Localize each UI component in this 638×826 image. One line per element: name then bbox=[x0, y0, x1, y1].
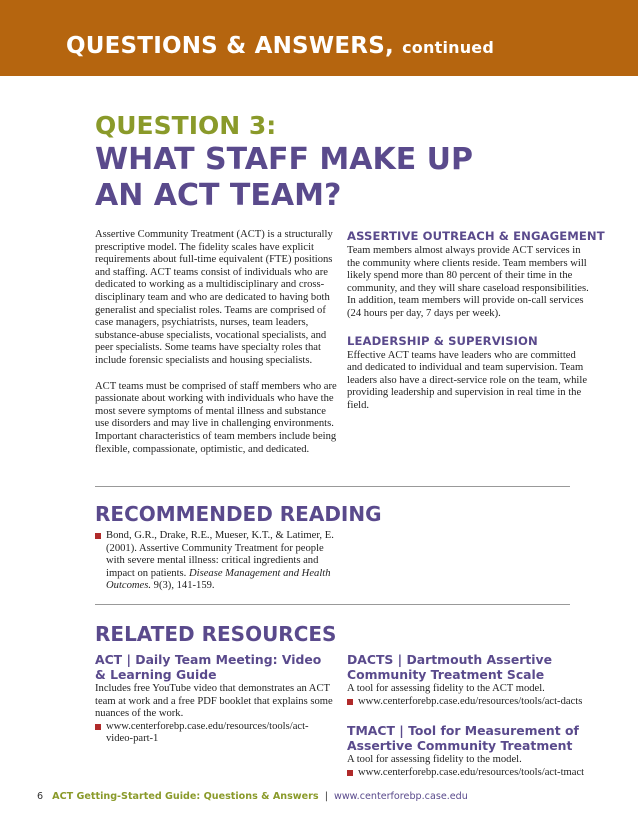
divider-rule-2 bbox=[95, 604, 570, 605]
recommended-reading-list bbox=[95, 530, 340, 593]
resource-dacts-title: DACTS | Dartmouth Assertive Community Treatment Scale bbox=[347, 652, 552, 682]
reading-item bbox=[95, 530, 340, 593]
left-paragraph-1: Assertive Community Treatment (ACT) is a structurally prescriptive model. The fidelity scales have explicit requirements about full-time equivalent (FTE) positions and staffing. ACT teams consist of individuals who are dedicated to working as a multidisciplinary and cross-disciplinary team and who are dedicated to having both generalist and specialist roles. Teams are comprised of case managers, psychiatrists, nurses, team leaders, substance-abuse specialists, vocational specialists, and peer specialists. Some teams have specialty roles that include forensic specialists and housing specialists. bbox=[95, 229, 333, 366]
banner-title-main: QUESTIONS & ANSWERS, bbox=[66, 33, 394, 59]
resource-dacts bbox=[347, 652, 592, 708]
resource-tmact-link-row bbox=[347, 767, 592, 780]
resource-act-video-title: ACT | Daily Team Meeting: Video & Learning Guide bbox=[95, 652, 322, 682]
reading-item-text: Bond, G.R., Drake, R.E., Mueser, K.T., & Latimer, E. (2001). Assertive Community Treatment for people with severe mental illness: critical ingredients and impact on patients. bbox=[106, 530, 334, 579]
right-column bbox=[347, 229, 605, 426]
page-footer bbox=[37, 791, 468, 802]
page-number: 6 bbox=[37, 791, 44, 802]
reading-item-journal: Disease Management and Health Outcomes. bbox=[106, 567, 331, 592]
leadership-paragraph: Effective ACT teams have leaders who are committed and dedicated to individual and team supervision. Team leaders also have a direct-service role on the team, while providing leadership and supervision in real time in the field. bbox=[347, 349, 588, 411]
resource-tmact-title: TMACT | Tool for Measurement of Assertive Community Treatment bbox=[347, 723, 579, 753]
question-title bbox=[95, 142, 515, 214]
banner-title-continued: continued bbox=[402, 38, 495, 57]
left-paragraph-2: ACT teams must be comprised of staff members who are passionate about working with individuals who have the most severe symptoms of mental illness and substance use disorders and may live in challenging environments. Important characteristics of team members include being flexible, compassionate, optimistic, and dedicated. bbox=[95, 380, 337, 455]
question-title-line-1: WHAT STAFF MAKE UP bbox=[95, 142, 473, 177]
outreach-paragraph: Team members almost always provide ACT services in the community where clients reside. Team members will likely spend more than 80 percent of their time in the community, and they will share caseload responsibilities. In addition, team members will provide on-call services (24 hours per day, 7 days per week). bbox=[347, 245, 589, 319]
resource-dacts-link[interactable]: www.centerforebp.case.edu/resources/tools/act-dacts bbox=[358, 695, 583, 707]
square-bullet-icon bbox=[95, 724, 101, 730]
resource-dacts-link-row bbox=[347, 696, 592, 709]
resource-tmact-link[interactable]: www.centerforebp.case.edu/resources/tools/act-tmact bbox=[358, 766, 585, 778]
resource-tmact-desc: A tool for assessing fidelity to the model. bbox=[347, 754, 522, 765]
related-resources-heading: RELATED RESOURCES bbox=[95, 622, 337, 646]
resource-tmact bbox=[347, 723, 592, 779]
resource-dacts-desc: A tool for assessing fidelity to the ACT model. bbox=[347, 683, 545, 694]
recommended-reading-heading: RECOMMENDED READING bbox=[95, 502, 382, 526]
resource-act-video bbox=[95, 652, 335, 746]
square-bullet-icon bbox=[95, 533, 101, 539]
resource-act-video-link[interactable]: www.centerforebp.case.edu/resources/tools/act-video-part-1 bbox=[106, 720, 309, 745]
footer-separator: | bbox=[324, 791, 328, 802]
outreach-heading: ASSERTIVE OUTREACH & ENGAGEMENT bbox=[347, 229, 605, 243]
square-bullet-icon bbox=[347, 770, 353, 776]
reading-item-citation: 9(3), 141-159. bbox=[153, 580, 215, 592]
footer-guide-title: ACT Getting-Started Guide: Questions & Answers bbox=[52, 791, 319, 802]
header-banner bbox=[0, 0, 638, 76]
question-label: QUESTION 3: bbox=[95, 111, 277, 140]
question-title-line-2: AN ACT TEAM? bbox=[95, 178, 342, 213]
footer-site-link[interactable]: www.centerforebp.case.edu bbox=[333, 791, 468, 802]
divider-rule-1 bbox=[95, 486, 570, 487]
left-column bbox=[95, 229, 340, 469]
banner-title bbox=[66, 33, 494, 59]
resource-act-video-link-row bbox=[95, 721, 335, 746]
resource-act-video-desc: Includes free YouTube video that demonstrates an ACT team at work and a free PDF booklet that explains some nuances of the work. bbox=[95, 683, 333, 720]
leadership-heading: LEADERSHIP & SUPERVISION bbox=[347, 333, 538, 348]
square-bullet-icon bbox=[347, 699, 353, 705]
